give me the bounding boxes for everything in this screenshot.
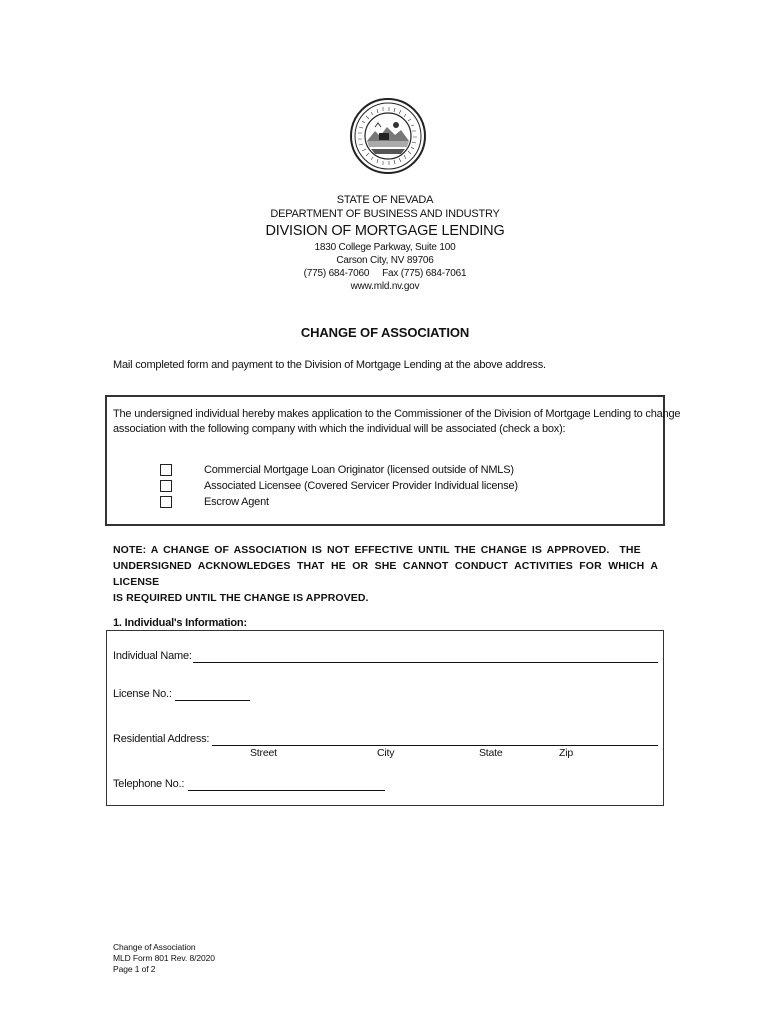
section1-heading: 1. Individual's Information: (113, 617, 247, 629)
header-state: STATE OF NEVADA (336, 194, 434, 206)
note-line2: UNDERSIGNED ACKNOWLEDGES THAT HE OR SHE CANNOT CONDUCT ACTIVITIES FOR WHICH A LICENSE (113, 560, 658, 588)
association-intro-line1: The undersigned individual hereby makes application to the Commissioner of the Division of Mortgage Lending to change (113, 408, 681, 420)
zip-sublabel: Zip (559, 747, 573, 759)
footer-page-number: Page 1 of 2 (113, 964, 156, 974)
checkbox-associated-licensee[interactable] (160, 480, 172, 492)
street-sublabel: Street (250, 747, 277, 759)
footer-form-name: Change of Association (113, 942, 196, 952)
checkbox-commercial-mlo[interactable] (160, 464, 172, 476)
telephone-field[interactable] (188, 790, 385, 791)
individual-name-label: Individual Name: (113, 650, 192, 662)
residential-address-label: Residential Address: (113, 733, 210, 745)
association-intro-line2: association with the following company with which the individual will be associated (check a box): (113, 423, 566, 435)
note-line1: NOTE: A CHANGE OF ASSOCIATION IS NOT EFFECTIVE UNTIL THE CHANGE IS APPROVED. THE (113, 544, 641, 556)
footer-form-number: MLD Form 801 Rev. 8/2020 (113, 953, 215, 963)
individual-info-box (106, 630, 664, 806)
nevada-state-seal-icon (349, 97, 427, 175)
license-number-field[interactable] (175, 700, 250, 701)
option-commercial-mlo-label: Commercial Mortgage Loan Originator (licensed outside of NMLS) (204, 464, 514, 476)
header-phone-fax: (775) 684-7060 Fax (775) 684-7061 (303, 268, 467, 279)
state-sublabel: State (479, 747, 503, 759)
license-number-label: License No.: (113, 688, 172, 700)
header-division: DIVISION OF MORTGAGE LENDING (265, 223, 505, 239)
individual-name-field[interactable] (193, 662, 658, 663)
form-title: CHANGE OF ASSOCIATION (300, 325, 470, 340)
note-line3: IS REQUIRED UNTIL THE CHANGE IS APPROVED. (113, 592, 369, 604)
city-sublabel: City (377, 747, 395, 759)
footer (113, 942, 215, 975)
mailing-instructions: Mail completed form and payment to the Division of Mortgage Lending at the above address. (113, 359, 546, 371)
header-department: DEPARTMENT OF BUSINESS AND INDUSTRY (270, 208, 500, 220)
association-box (105, 395, 681, 526)
header-website: www.mld.nv.gov (350, 281, 420, 292)
option-escrow-agent-label: Escrow Agent (204, 496, 269, 508)
approval-note (113, 542, 658, 606)
header-address-line1: 1830 College Parkway, Suite 100 (314, 242, 456, 253)
header-address-line2: Carson City, NV 89706 (336, 255, 434, 266)
telephone-label: Telephone No.: (113, 778, 185, 790)
checkbox-escrow-agent[interactable] (160, 496, 172, 508)
residential-address-field[interactable] (212, 745, 658, 746)
option-associated-licensee-label: Associated Licensee (Covered Servicer Provider Individual license) (204, 480, 518, 492)
